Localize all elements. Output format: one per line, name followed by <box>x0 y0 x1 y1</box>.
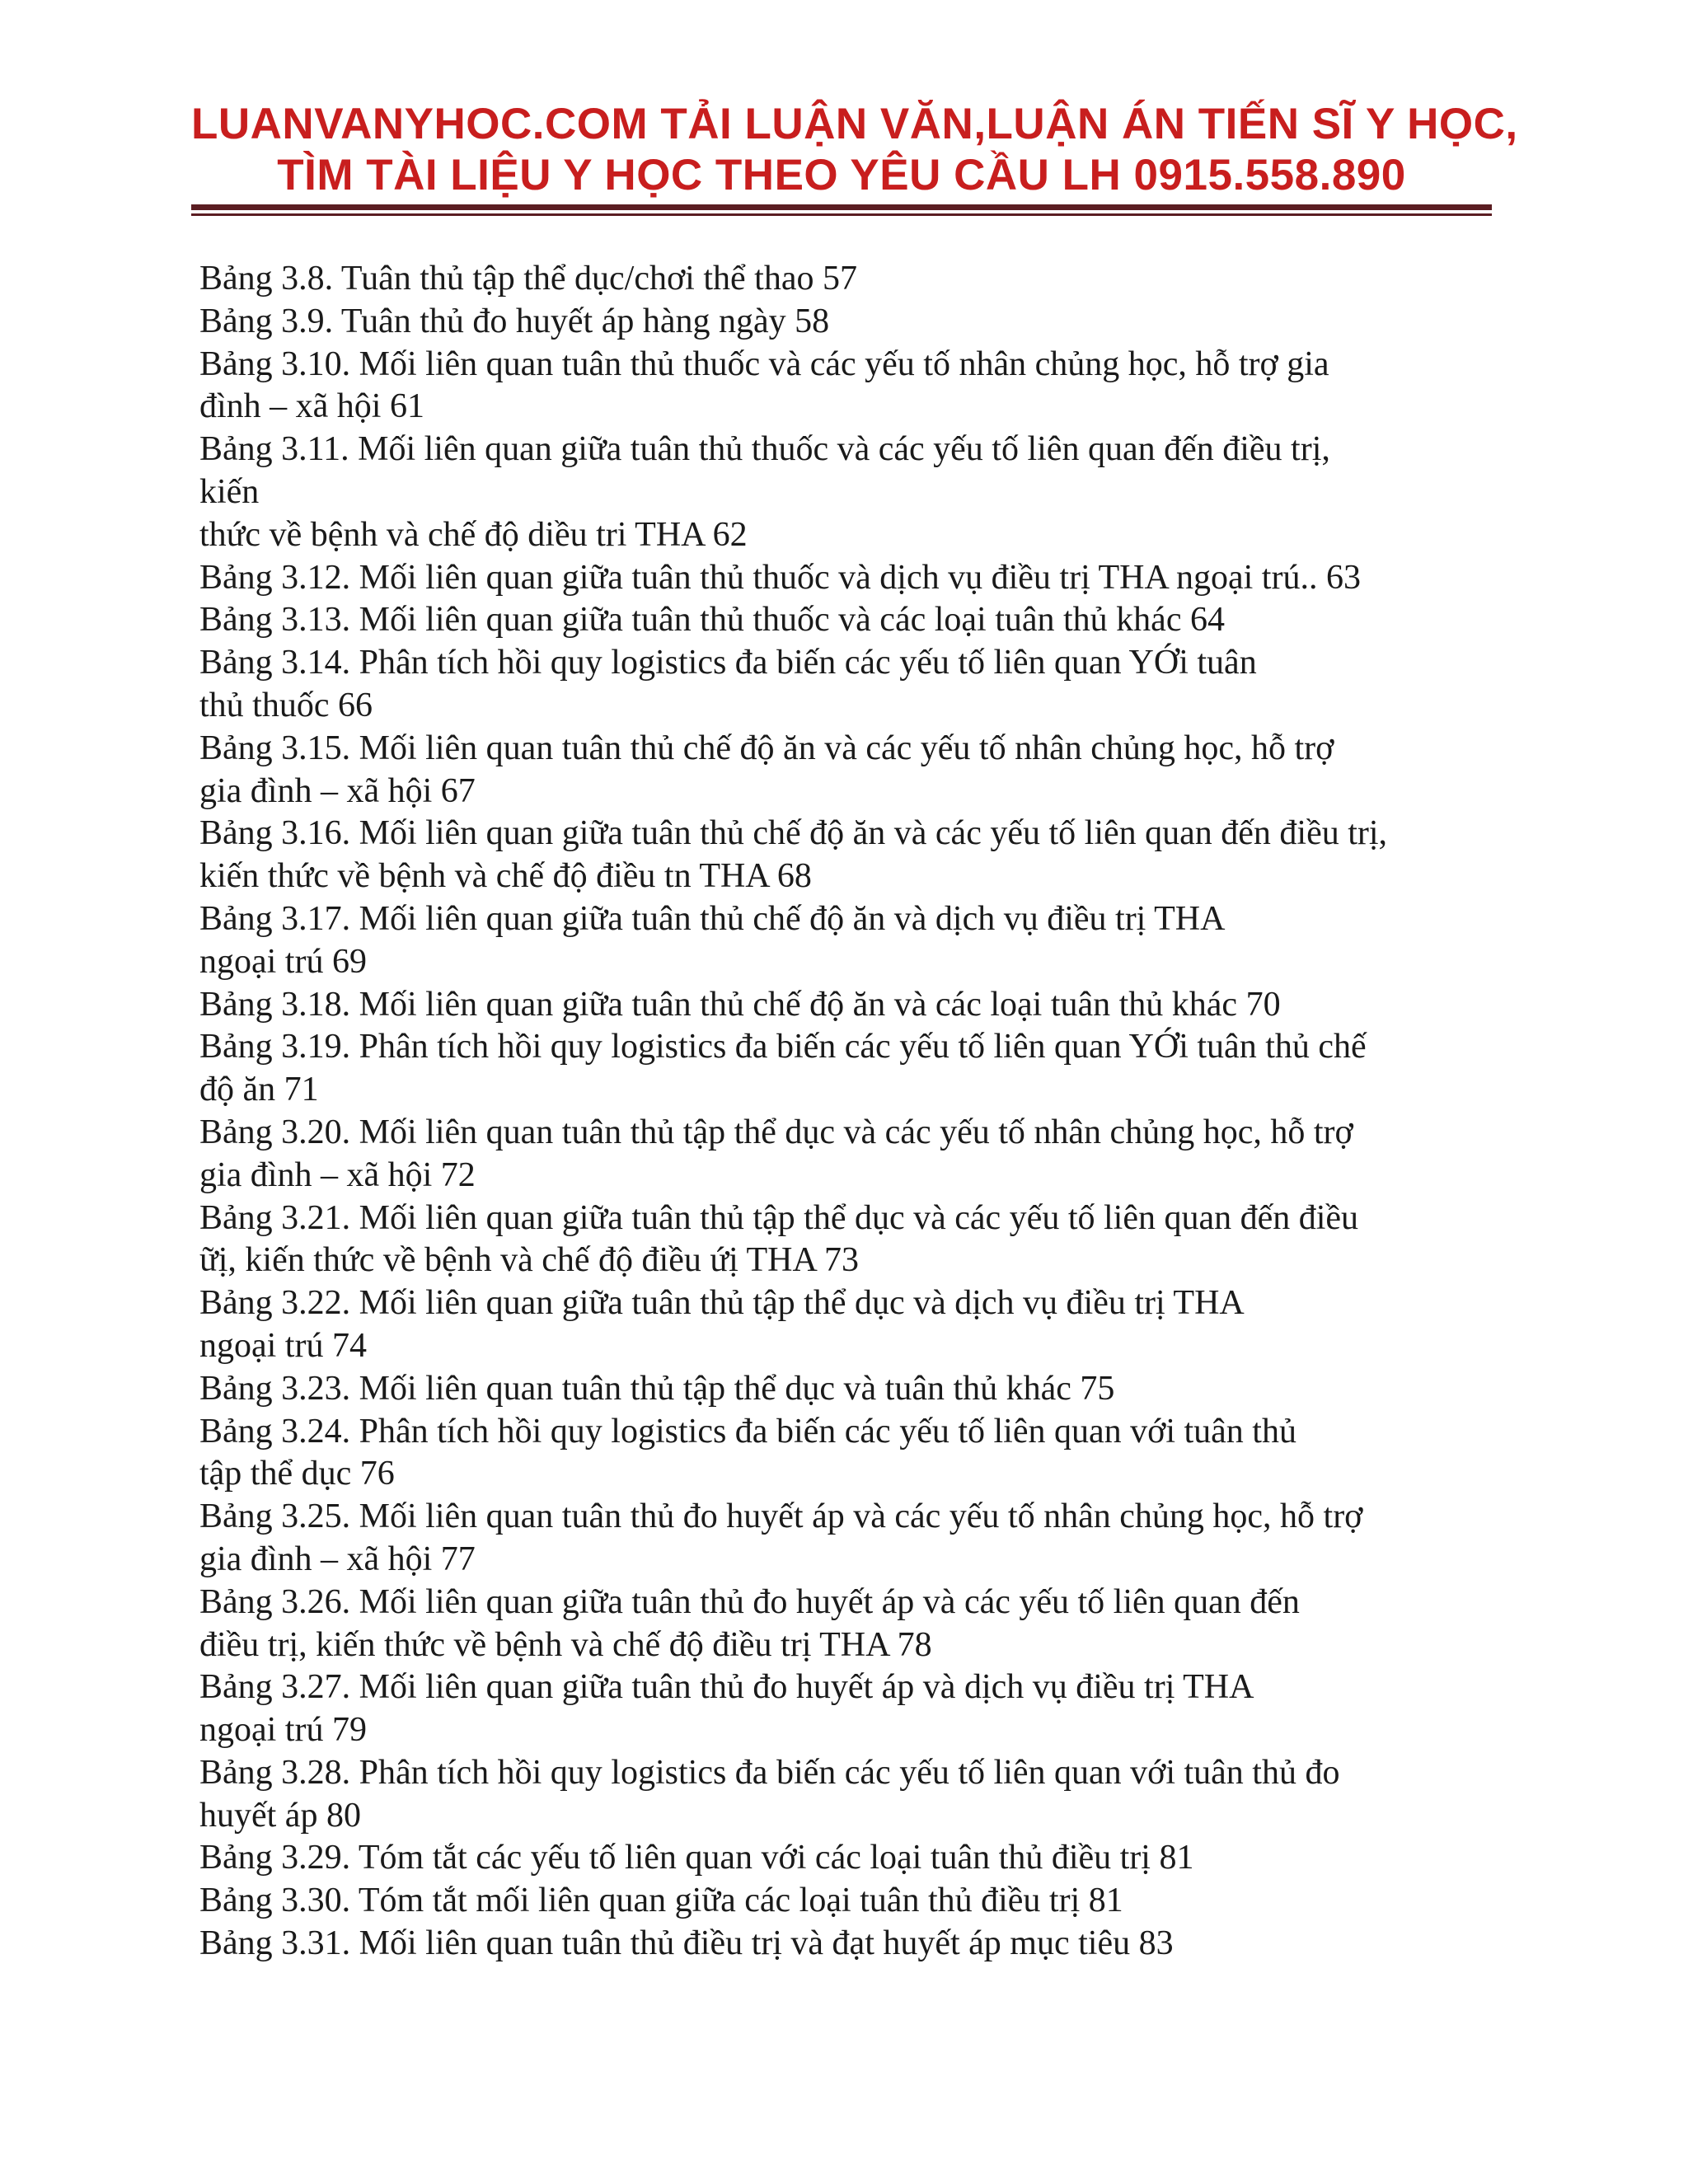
toc-line: ngoại trú 74 <box>199 1326 367 1365</box>
toc-line: ữị, kiến thức về bệnh và chế độ điều ứị THA 73 <box>199 1241 860 1280</box>
toc-line: kiến thức về bệnh và chế độ điều tn THA 68 <box>199 857 812 896</box>
toc-line: Bảng 3.23. Mối liên quan tuân thủ tập thể dục và tuân thủ khác 75 <box>199 1369 1115 1408</box>
toc-line: thức về bệnh và chế độ diều tri THA 62 <box>199 515 748 554</box>
header-rule-thick <box>191 204 1492 210</box>
toc-line: Bảng 3.31. Mối liên quan tuân thủ điều trị và đạt huyết áp mục tiêu 83 <box>199 1924 1174 1963</box>
toc-line: Bảng 3.20. Mối liên quan tuân thủ tập thể dục và các yếu tố nhân chủng học, hỗ trợ <box>199 1113 1353 1151</box>
toc-line: Bảng 3.8. Tuân thủ tập thể dục/chơi thể thao 57 <box>199 260 857 298</box>
toc-line: huyết áp 80 <box>199 1796 361 1835</box>
toc-line: Bảng 3.21. Mối liên quan giữa tuân thủ tập thể dục và các yếu tố liên quan đến điều <box>199 1198 1359 1237</box>
toc-line: tập thể dục 76 <box>199 1455 395 1493</box>
toc-line: Bảng 3.29. Tóm tắt các yếu tố liên quan với các loại tuân thủ điều trị 81 <box>199 1839 1194 1877</box>
toc-line: Bảng 3.25. Mối liên quan tuân thủ đo huyết áp và các yếu tố nhân chủng học, hỗ trợ <box>199 1497 1363 1536</box>
toc-line: Bảng 3.13. Mối liên quan giữa tuân thủ thuốc và các loại tuân thủ khác 64 <box>199 601 1225 640</box>
toc-line: ngoại trú 79 <box>199 1711 367 1750</box>
toc-line: Bảng 3.18. Mối liên quan giữa tuân thủ chế độ ăn và các loại tuân thủ khác 70 <box>199 985 1281 1024</box>
toc-line: gia đình – xã hội 72 <box>199 1155 476 1194</box>
toc-line: gia đình – xã hội 77 <box>199 1540 476 1578</box>
toc-line: ngoại trú 69 <box>199 942 367 981</box>
toc-line: kiến <box>199 472 260 511</box>
toc-line: gia đình – xã hội 67 <box>199 771 476 810</box>
toc-line: Bảng 3.19. Phân tích hồi quy logistics đa biến các yếu tố liên quan YỚi tuân thủ chế <box>199 1028 1367 1066</box>
toc-line: Bảng 3.26. Mối liên quan giữa tuân thủ đo huyết áp và các yếu tố liên quan đến <box>199 1582 1300 1621</box>
toc-line: Bảng 3.24. Phân tích hồi quy logistics đa biến các yếu tố liên quan với tuân thủ <box>199 1412 1296 1451</box>
table-list <box>199 258 1485 1966</box>
header-line-1: LUANVANYHOC.COM TẢI LUẬN VĂN,LUẬN ÁN TIẾN SĨ Y HỌC, <box>191 100 1518 148</box>
toc-line: Bảng 3.9. Tuân thủ đo huyết áp hàng ngày 58 <box>199 302 830 340</box>
toc-line: điều trị, kiến thức về bệnh và chế độ điều trị THA 78 <box>199 1625 932 1664</box>
toc-line: Bảng 3.16. Mối liên quan giữa tuân thủ chế độ ăn và các yếu tố liên quan đến điều trị, <box>199 814 1388 853</box>
toc-line: Bảng 3.17. Mối liên quan giữa tuân thủ chế độ ăn và dịch vụ điều trị THA <box>199 899 1226 938</box>
toc-line: thủ thuốc 66 <box>199 686 373 724</box>
toc-line: Bảng 3.30. Tóm tắt mối liên quan giữa các loại tuân thủ điều trị 81 <box>199 1882 1123 1920</box>
header-rule-thin <box>191 213 1492 216</box>
toc-line: Bảng 3.11. Mối liên quan giữa tuân thủ thuốc và các yếu tố liên quan đến điều trị, <box>199 430 1330 469</box>
toc-line: Bảng 3.22. Mối liên quan giữa tuân thủ tập thể dục và dịch vụ điều trị THA <box>199 1284 1245 1323</box>
toc-line: Bảng 3.12. Mối liên quan giữa tuân thủ thuốc và dịch vụ điều trị THA ngoại trú.. 63 <box>199 558 1361 597</box>
toc-line: độ ăn 71 <box>199 1071 319 1109</box>
toc-line: Bảng 3.27. Mối liên quan giữa tuân thủ đo huyết áp và dịch vụ điều trị THA <box>199 1668 1254 1707</box>
toc-line: Bảng 3.10. Mối liên quan tuân thủ thuốc và các yếu tố nhân chủng học, hỗ trợ gia <box>199 344 1329 383</box>
toc-line: Bảng 3.15. Mối liên quan tuân thủ chế độ ăn và các yếu tố nhân chủng học, hỗ trợ <box>199 729 1334 767</box>
header-line-2: TÌM TÀI LIỆU Y HỌC THEO YÊU CẦU LH 0915.558.890 <box>277 151 1406 199</box>
toc-line: Bảng 3.28. Phân tích hồi quy logistics đa biến các yếu tố liên quan với tuân thủ đo <box>199 1753 1340 1792</box>
toc-line: đình – xã hội 61 <box>199 387 424 426</box>
page-header <box>191 99 1518 201</box>
toc-line: Bảng 3.14. Phân tích hồi quy logistics đa biến các yếu tố liên quan YỚi tuân <box>199 644 1257 682</box>
